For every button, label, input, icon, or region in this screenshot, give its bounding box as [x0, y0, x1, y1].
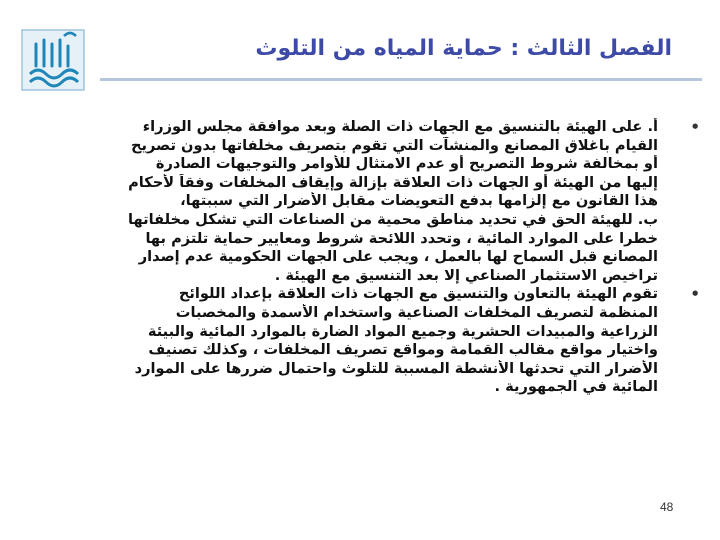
text-line: تقوم الهيئة بالتعاون والتنسيق مع الجهات ذات العلاقة بإعداد اللوائح: [178, 285, 658, 303]
text-line: أو بمخالفة شروط التصريح أو عدم الامتثال للأوامر والتوجيهات الصادرة: [155, 155, 658, 173]
bullet-block-1: [78, 118, 706, 285]
text-line: واختيار مواقع مقالب القمامة ومواقع تصريف المخلفات ، وكذلك تصنيف: [148, 341, 658, 359]
text-line: هذا القانون مع إلزامها بدفع التعويضات مقابل الأضرار التي سببتها،: [180, 192, 658, 210]
text-line: إليها من الهيئة أو الجهات ذات العلاقة بإزالة وإيقاف المخلفات وفقاً لأحكام: [128, 173, 658, 191]
text-line: المنظمة لتصريف المخلفات الصناعية واستخدام الأسمدة والمخصبات: [175, 303, 658, 321]
text-line: الأضرار التي تحدثها الأنشطة المسببة للتلوث واحتمال ضررها على الموارد: [134, 359, 658, 377]
bullet-marker: •: [690, 118, 700, 136]
title-bar: [100, 28, 702, 81]
page-number: 48: [660, 500, 674, 514]
text-line: القيام باغلاق المصانع والمنشآت التي تقوم بتصريف مخلفاتها بدون تصريح: [130, 136, 658, 154]
text-line: تراخيص الاستثمار الصناعي إلا بعد التنسيق مع الهيئة .: [274, 266, 658, 284]
bullet-block-2: [78, 285, 706, 397]
text-line: ب. للهيئة الحق في تحديد مناطق محمية من الصناعات التي تشكل مخلفاتها: [128, 210, 658, 228]
water-waves-logo-icon: [18, 22, 88, 94]
page-title: الفصل الثالث : حماية المياه من التلوث: [255, 36, 672, 61]
slide-body: [78, 118, 706, 530]
text-line: المصانع قبل السماح لها بالعمل ، ويجب على الجهات الحكومية عدم إصدار: [138, 248, 658, 266]
text-line: خطرا على الموارد المائية ، وتحدد اللائحة شروط ومعايير حماية تلتزم بها: [145, 229, 658, 247]
text-line: الزراعية والمبيدات الحشرية وجميع المواد الضارة بالموارد المائية والبيئة: [147, 322, 658, 340]
text-line: المائية في الجمهورية .: [494, 378, 658, 396]
text-line: أ. على الهيئة بالتنسيق مع الجهات ذات الصلة وبعد موافقة مجلس الوزراء: [142, 118, 658, 135]
bullet-marker: •: [690, 285, 700, 304]
